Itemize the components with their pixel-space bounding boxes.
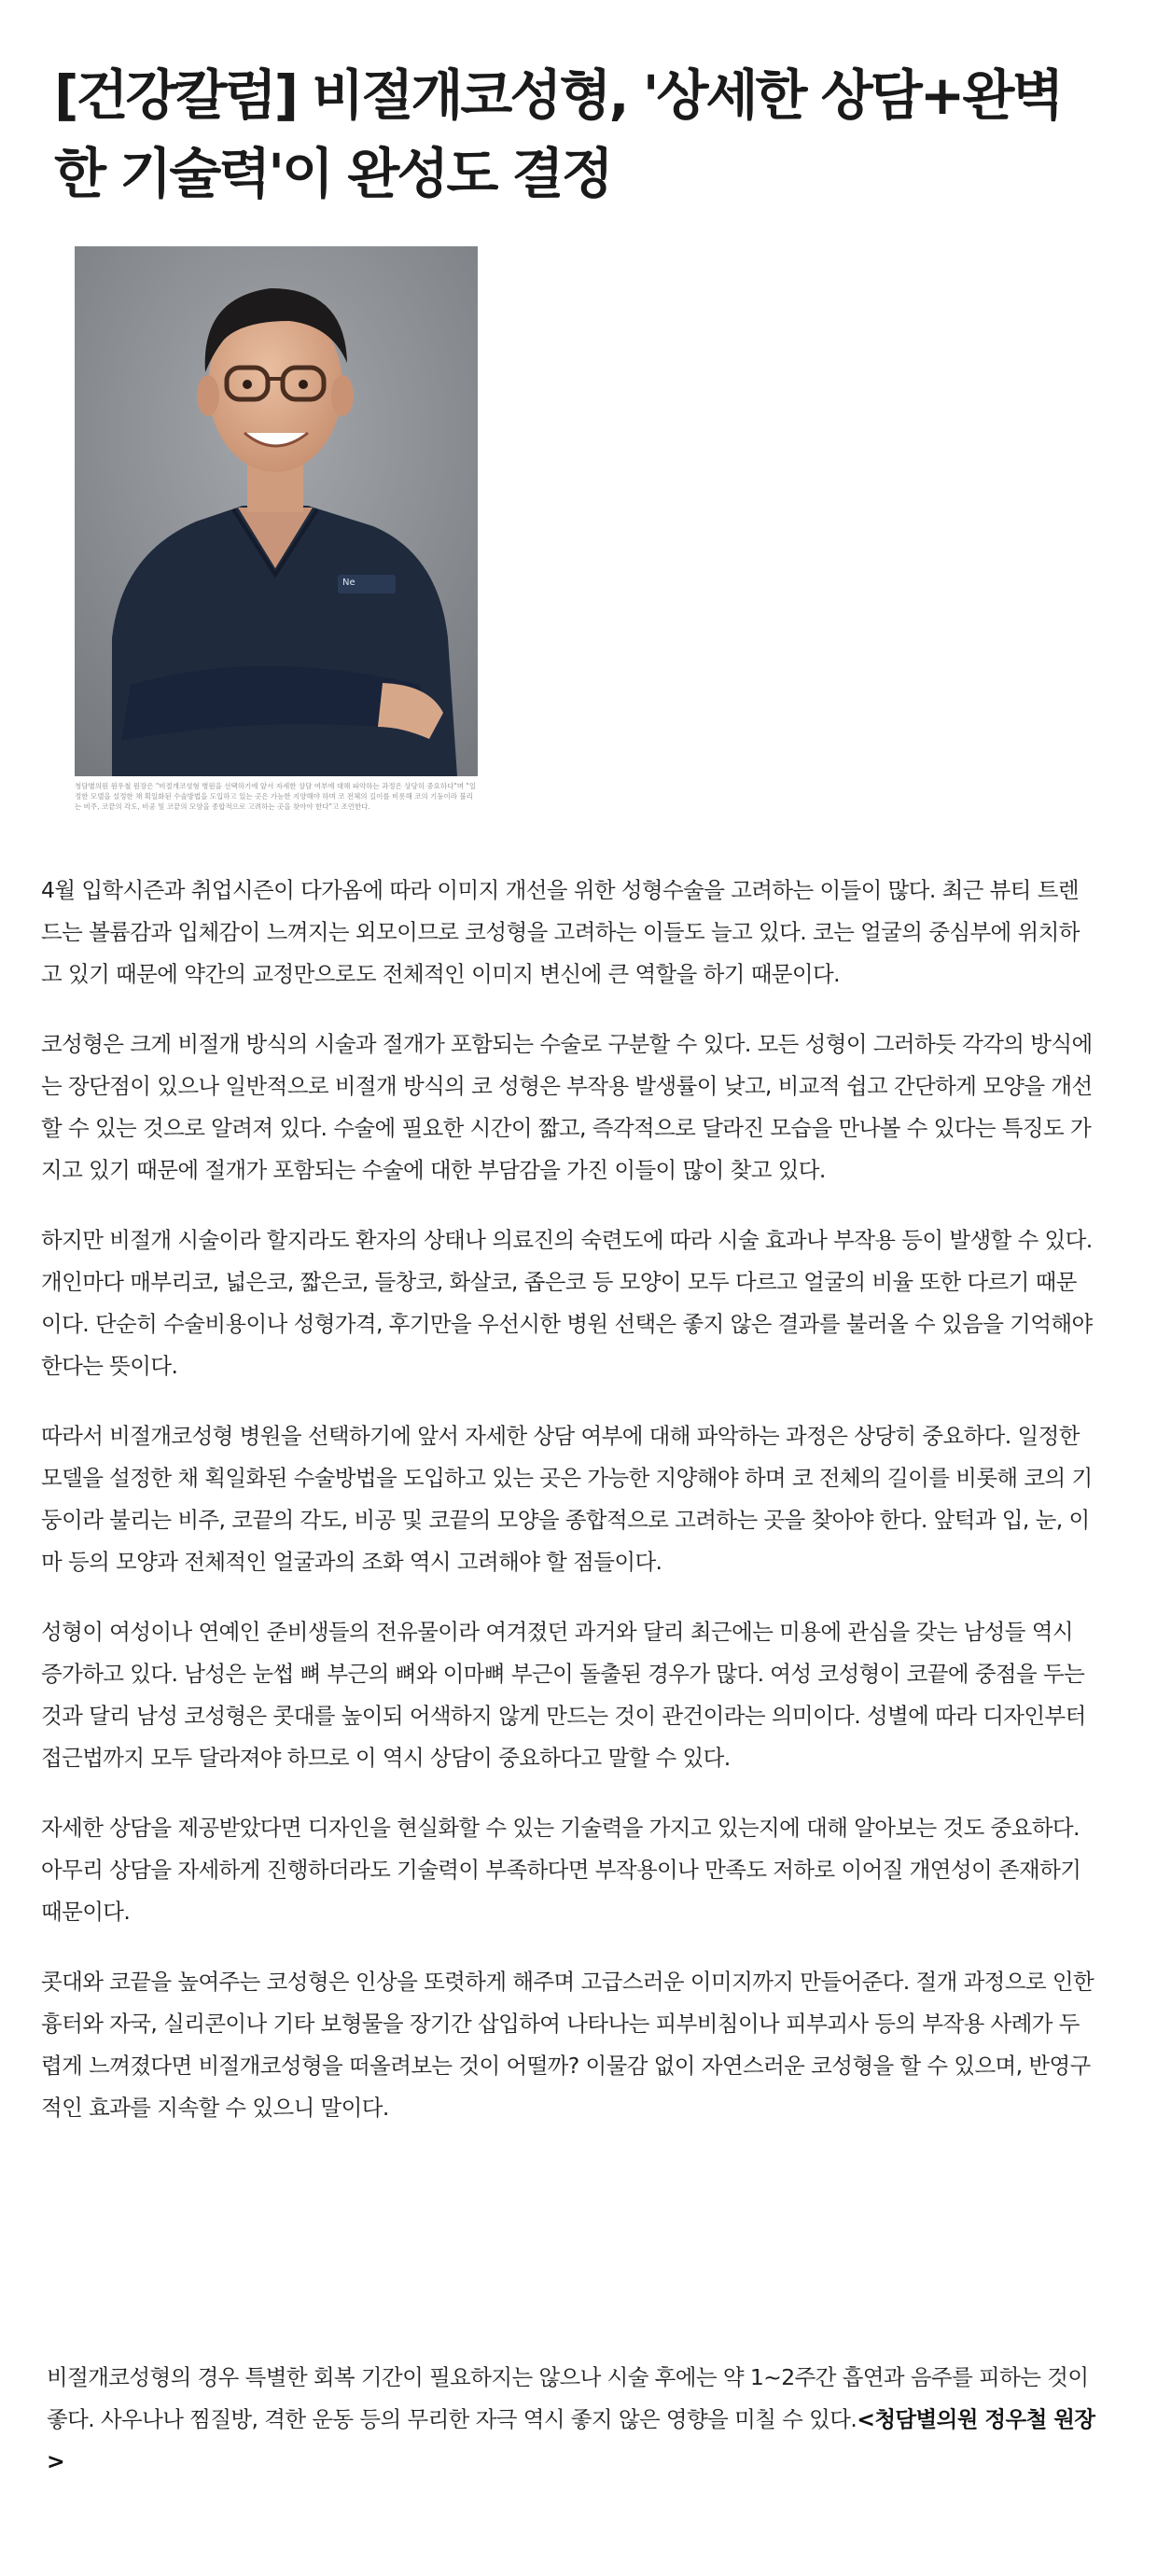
author-signature: <청담별의원 정우철 원장> xyxy=(47,2406,1095,2474)
paragraph: 4월 입학시즌과 취업시즌이 다가옴에 따라 이미지 개선을 위한 성형수술을 고려하는 이들이 많다. 최근 뷰티 트렌드는 볼륨감과 입체감이 느껴지는 외모이므로 코성형을 고려하는 이들도 늘고 있다. 코는 얼굴의 중심부에 위치하고 있기 때문에 약간의 교정만으로도 전체적인 이미지 변신에 큰 역할을 하기 때문이다. xyxy=(41,877,1080,987)
article-title: [건강칼럼] 비절개코성형, '상세한 상담+완벽한 기술력'이 완성도 결정 xyxy=(54,63,1062,205)
paragraph: 자세한 상담을 제공받았다면 디자인을 현실화할 수 있는 기술력을 가지고 있는지에 대해 알아보는 것도 중요하다. 아무리 상담을 자세하게 진행하더라도 기술력이 부족하다면 부작용이나 만족도 저하로 이어질 개연성이 존재하기 때문이다. xyxy=(41,1815,1081,1925)
paragraph: 하지만 비절개 시술이라 할지라도 환자의 상태나 의료진의 숙련도에 따라 시술 효과나 부작용 등이 발생할 수 있다. 개인마다 매부리코, 넓은코, 짧은코, 들창코, 화살코, 좁은코 등 모양이 모두 다르고 얼굴의 비율 또한 다르기 때문이다. 단순히 수술비용이나 성형가격, 후기만을 우선시한 병원 선택은 좋지 않은 결과를 불러올 수 있음을 기억해야 한다는 뜻이다. xyxy=(41,1227,1093,1379)
photo-caption: 청담별의원 원우철 원장은 "비절개코성형 병원을 선택하기에 앞서 자세한 상담 여부에 대해 파악하는 과정은 상당히 중요하다"며 "일정한 모델을 설정한 채 획일화된 수술방법을 도입하고 있는 곳은 가능한 지양해야 하며 코 전체의 길이를 비롯해 코의 기둥이라 불리는 비주, 코끝의 각도, 비공 및 코끝의 모양을 종합적으로 고려하는 곳을 찾아야 한다"고 조언한다. xyxy=(75,782,477,811)
article-body xyxy=(41,870,1095,2157)
closing-text: 비절개코성형의 경우 특별한 회복 기간이 필요하지는 않으나 시술 후에는 약 1~2주간 흡연과 음주를 피하는 것이 좋다. 사우나나 찜질방, 격한 운동 등의 무리한 자극 역시 좋지 않은 영향을 미칠 수 있다. xyxy=(47,2364,1089,2432)
doctor-photo xyxy=(75,246,478,776)
paragraph: 성형이 여성이나 연예인 준비생들의 전유물이라 여겨졌던 과거와 달리 최근에는 미용에 관심을 갖는 남성들 역시 증가하고 있다. 남성은 눈썹 뼈 부근의 뼈와 이마뼈 부근이 돌출된 경우가 많다. 여성 코성형이 코끝에 중점을 두는 것과 달리 남성 코성형은 콧대를 높이되 어색하지 않게 만드는 것이 관건이라는 의미이다. 성별에 따라 디자인부터 접근법까지 모두 달라져야 하므로 이 역시 상담이 중요하다고 말할 수 있다. xyxy=(41,1619,1086,1771)
paragraph: 코성형은 크게 비절개 방식의 시술과 절개가 포함되는 수술로 구분할 수 있다. 모든 성형이 그러하듯 각각의 방식에는 장단점이 있으나 일반적으로 비절개 방식의 코 성형은 부작용 발생률이 낮고, 비교적 쉽고 간단하게 모양을 개선할 수 있는 것으로 알려져 있다. 수술에 필요한 시간이 짧고, 즉각적으로 달라진 모습을 만나볼 수 있다는 특징도 가지고 있기 때문에 절개가 포함되는 수술에 대한 부담감을 가진 이들이 많이 찾고 있다. xyxy=(41,1031,1093,1183)
closing-paragraph xyxy=(47,2357,1101,2483)
paragraph: 따라서 비절개코성형 병원을 선택하기에 앞서 자세한 상담 여부에 대해 파악하는 과정은 상당히 중요하다. 일정한 모델을 설정한 채 획일화된 수술방법을 도입하고 있는 곳은 가능한 지양해야 하며 코 전체의 길이를 비롯해 코의 기둥이라 불리는 비주, 코끝의 각도, 비공 및 코끝의 모양을 종합적으로 고려하는 곳을 찾아야 한다. 앞턱과 입, 눈, 이마 등의 모양과 전체적인 얼굴과의 조화 역시 고려해야 할 점들이다. xyxy=(41,1423,1093,1575)
name-tag-text: Ne xyxy=(342,578,355,588)
paragraph: 콧대와 코끝을 높여주는 코성형은 인상을 또렷하게 해주며 고급스러운 이미지까지 만들어준다. 절개 과정으로 인한 흉터와 자국, 실리콘이나 기타 보형물을 장기간 삽입하여 나타나는 피부비침이나 피부괴사 등의 부작용 사례가 두렵게 느껴졌다면 비절개코성형을 떠올려보는 것이 어떨까? 이물감 없이 자연스러운 코성형을 할 수 있으며, 반영구적인 효과를 지속할 수 있으니 말이다. xyxy=(41,1969,1094,2121)
